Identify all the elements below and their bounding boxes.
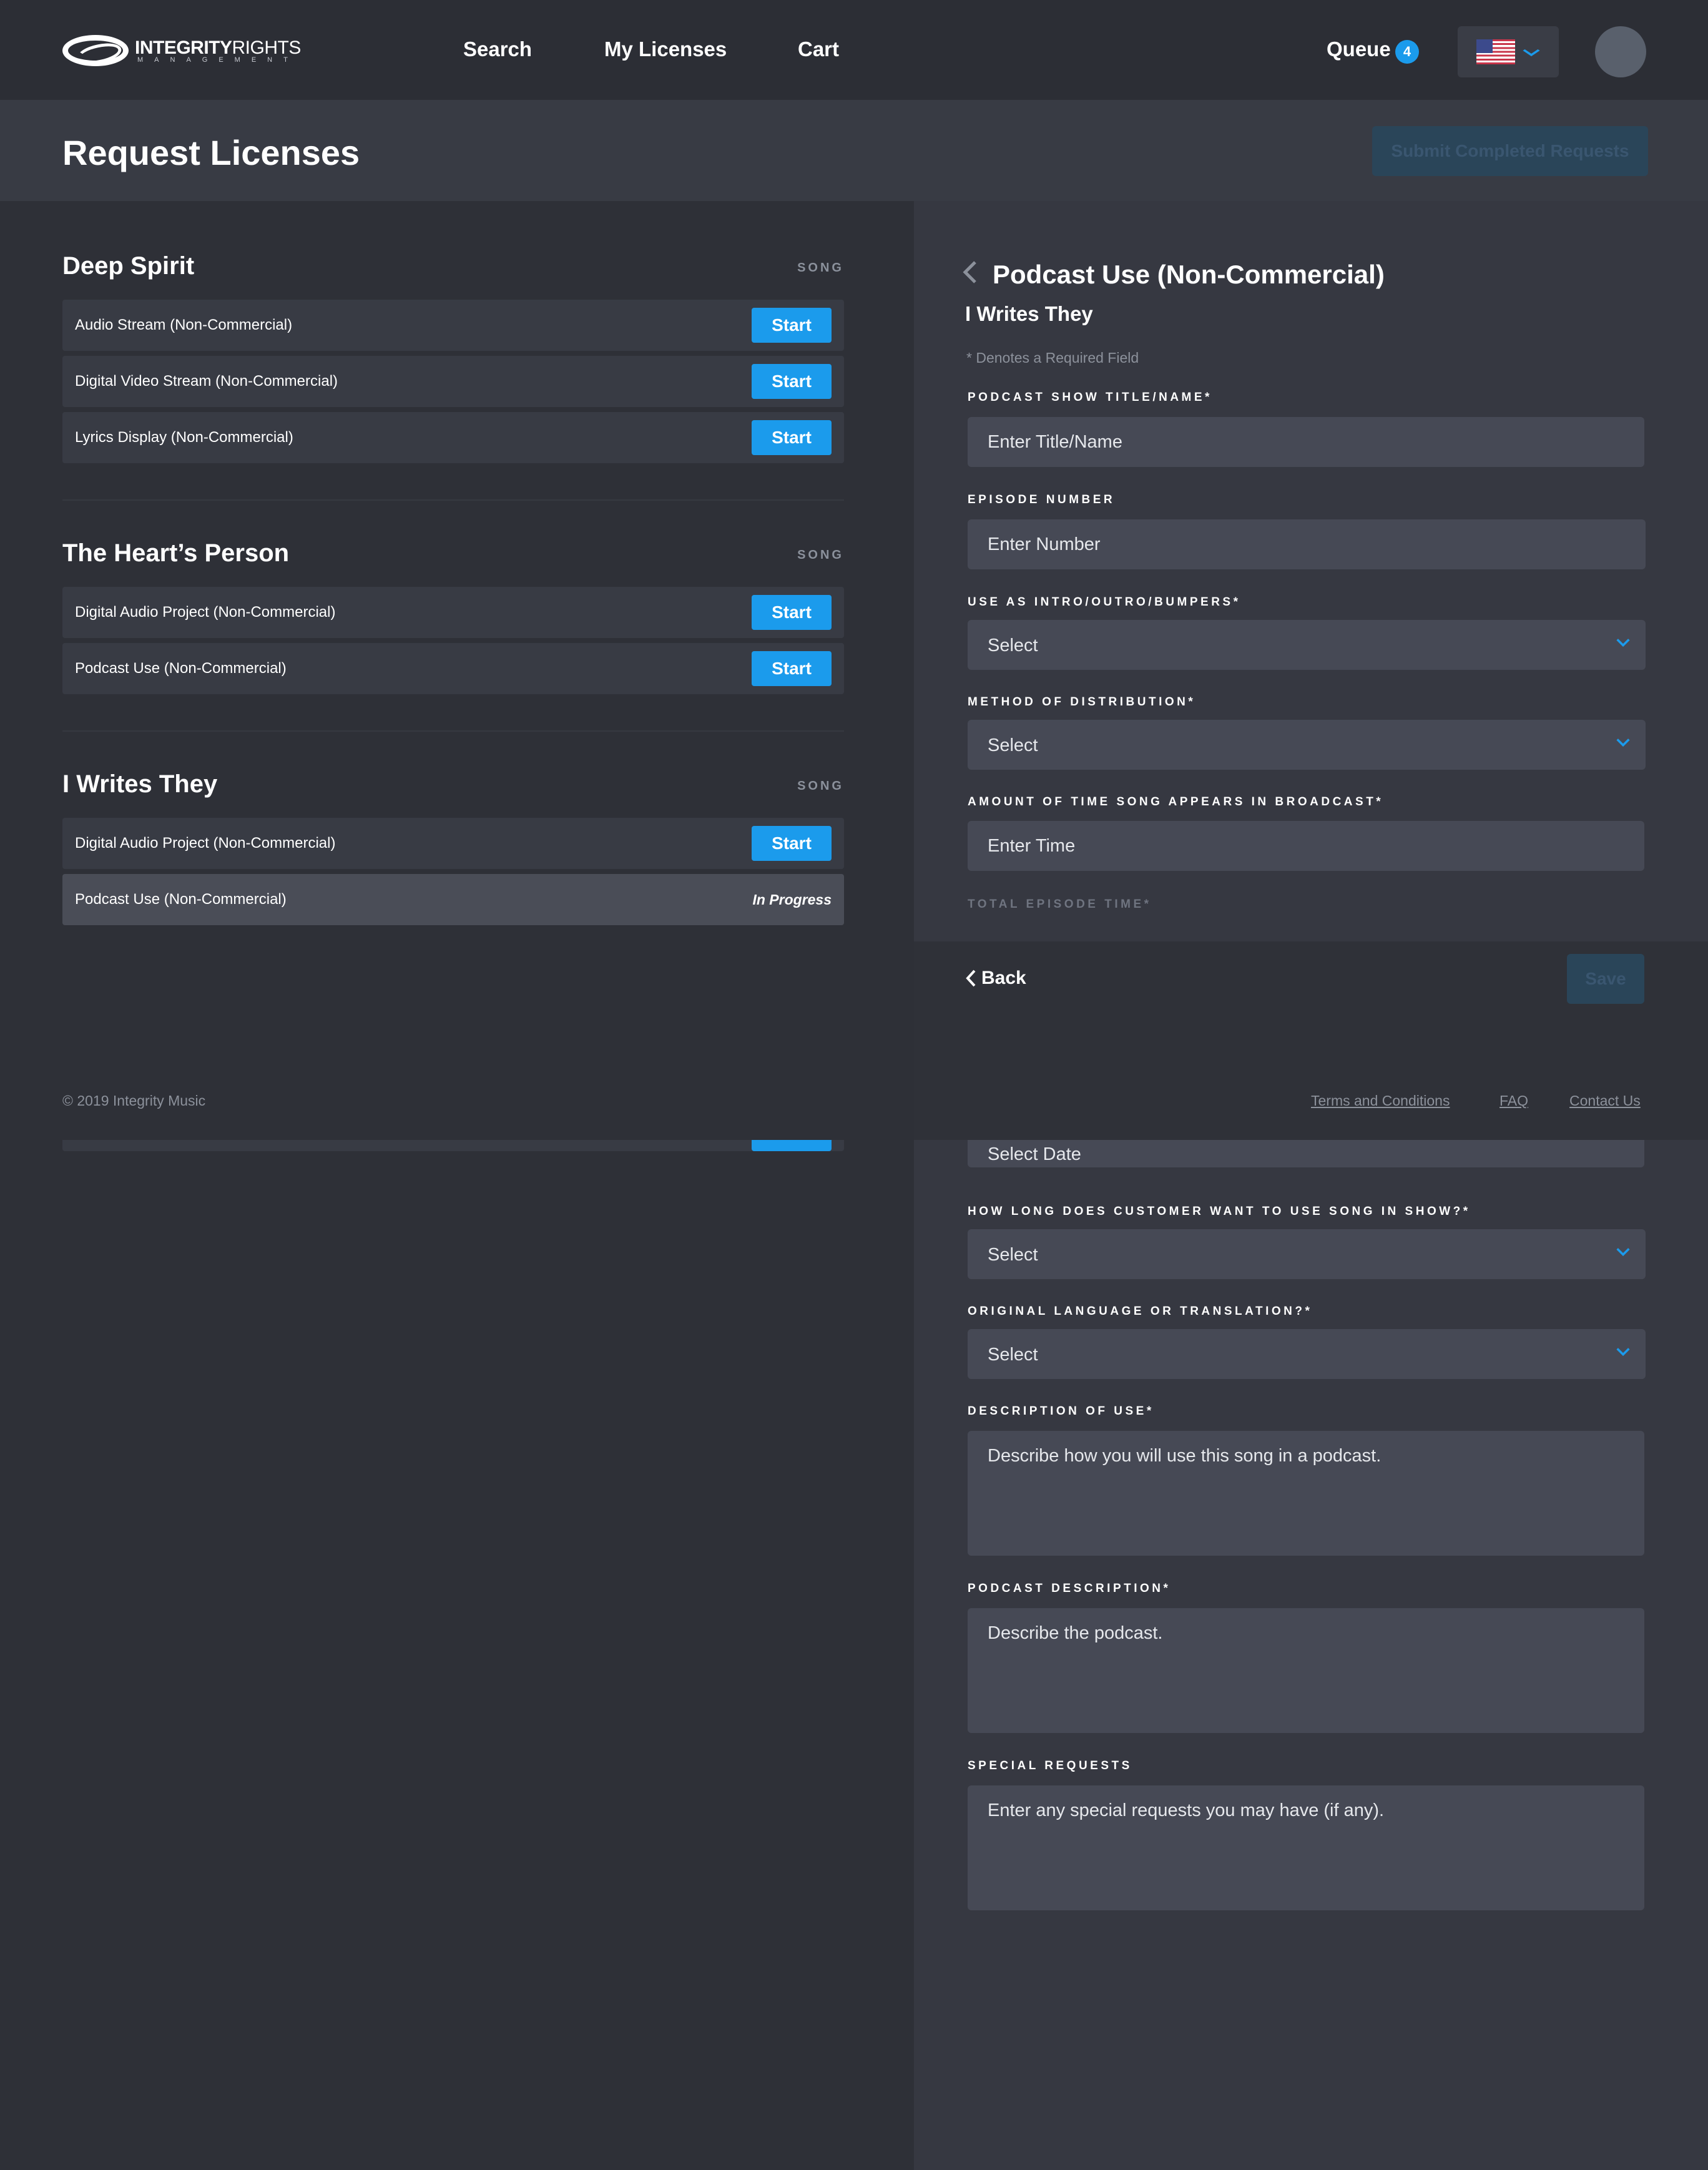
episode-time-label: TOTAL EPISODE TIME* — [968, 898, 1152, 911]
submit-completed-requests-button[interactable]: Submit Completed Requests — [1372, 126, 1648, 176]
license-row — [62, 412, 844, 463]
panel-song-name: I Writes They — [965, 302, 1093, 325]
song-time-label: AMOUNT OF TIME SONG APPEARS IN BROADCAST* — [968, 795, 1384, 808]
intro-outro-label: USE AS INTRO/OUTRO/BUMPERS* — [968, 596, 1241, 609]
language-select[interactable] — [968, 1329, 1646, 1379]
chevron-down-icon — [1520, 45, 1543, 60]
nav-cart-link[interactable]: Cart — [798, 37, 840, 61]
show-title-label: PODCAST SHOW TITLE/NAME* — [968, 391, 1212, 404]
start-button[interactable]: Start — [752, 364, 832, 399]
in-progress-status: In Progress — [752, 891, 832, 908]
song-type-label: SONG — [797, 261, 844, 275]
select-value: Select — [988, 636, 1038, 655]
usage-duration-label: HOW LONG DOES CUSTOMER WANT TO USE SONG IN SHOW?* — [968, 1205, 1471, 1218]
song-section-i-writes-they — [62, 770, 844, 926]
start-button[interactable]: Start — [752, 420, 832, 455]
song-time-input[interactable] — [968, 821, 1644, 871]
chevron-left-icon — [965, 969, 976, 988]
license-label: Lyrics Display (Non-Commercial) — [75, 429, 293, 446]
integrity-rights-logo[interactable] — [62, 34, 300, 69]
select-value: Select — [988, 735, 1038, 755]
description-of-use-textarea[interactable] — [968, 1431, 1644, 1556]
chevron-left-icon[interactable] — [961, 260, 979, 285]
queue-link[interactable]: Queue — [1327, 37, 1391, 61]
logo-subtitle: MANAGEMENT — [137, 56, 299, 64]
song-title: The Heart’s Person — [62, 539, 290, 567]
copyright-text: © 2019 Integrity Music — [62, 1092, 206, 1109]
podcast-description-label: PODCAST DESCRIPTION* — [968, 1582, 1171, 1595]
panel-title: Podcast Use (Non-Commercial) — [993, 260, 1385, 289]
top-navigation-bar — [0, 0, 1708, 100]
contact-link[interactable]: Contact Us — [1569, 1092, 1641, 1109]
special-requests-label: SPECIAL REQUESTS — [968, 1759, 1132, 1772]
usage-duration-select[interactable] — [968, 1229, 1646, 1279]
chevron-down-icon — [1614, 1343, 1632, 1360]
license-row — [62, 818, 844, 869]
license-row — [62, 643, 844, 694]
special-requests-textarea[interactable] — [968, 1785, 1644, 1910]
faq-link[interactable]: FAQ — [1499, 1092, 1529, 1109]
episode-number-input[interactable] — [968, 519, 1646, 569]
start-button[interactable]: Start — [752, 826, 832, 861]
nav-search-link[interactable]: Search — [463, 37, 533, 61]
chevron-down-icon — [1614, 1243, 1632, 1260]
date-value: Select Date — [988, 1144, 1081, 1164]
intro-outro-select[interactable] — [968, 620, 1646, 670]
license-label: Podcast Use (Non-Commercial) — [75, 891, 287, 908]
license-label: Podcast Use (Non-Commercial) — [75, 660, 287, 677]
queue-count-badge: 4 — [1395, 40, 1419, 64]
license-row — [62, 300, 844, 351]
distribution-select[interactable] — [968, 720, 1646, 770]
license-label: Audio Stream (Non-Commercial) — [75, 317, 293, 333]
license-label: Digital Audio Project (Non-Commercial) — [75, 835, 336, 852]
license-label: Digital Video Stream (Non-Commercial) — [75, 373, 338, 390]
episode-number-label: EPISODE NUMBER — [968, 493, 1116, 506]
section-divider — [62, 730, 844, 732]
page-title-bar — [0, 100, 1708, 201]
required-field-note: * Denotes a Required Field — [966, 350, 1139, 366]
select-value: Select — [988, 1345, 1038, 1365]
logo-ring-icon — [62, 35, 129, 66]
podcast-description-textarea[interactable] — [968, 1608, 1644, 1733]
nav-my-licenses-link[interactable]: My Licenses — [604, 37, 727, 61]
start-button[interactable]: Start — [752, 595, 832, 630]
show-title-input[interactable] — [968, 417, 1644, 467]
back-label: Back — [981, 968, 1026, 988]
chevron-down-icon — [1614, 634, 1632, 651]
user-avatar[interactable] — [1595, 26, 1646, 77]
song-section-hearts-person — [62, 539, 844, 695]
license-label: Digital Audio Project (Non-Commercial) — [75, 604, 336, 621]
sticky-footer-overlay — [0, 941, 1708, 1140]
start-button[interactable]: Start — [752, 651, 832, 686]
start-button[interactable]: Start — [752, 308, 832, 343]
song-section-deep-spirit — [62, 252, 844, 464]
chevron-down-icon — [1614, 734, 1632, 751]
section-divider — [62, 499, 844, 501]
us-flag-icon — [1476, 39, 1515, 64]
description-of-use-label: DESCRIPTION OF USE* — [968, 1405, 1154, 1418]
distribution-label: METHOD OF DISTRIBUTION* — [968, 695, 1196, 709]
page-title: Request Licenses — [62, 133, 360, 172]
song-type-label: SONG — [797, 779, 844, 793]
song-title: I Writes They — [62, 770, 218, 798]
song-type-label: SONG — [797, 548, 844, 562]
terms-link[interactable]: Terms and Conditions — [1311, 1092, 1450, 1109]
language-selector[interactable] — [1458, 26, 1559, 77]
save-button[interactable]: Save — [1567, 954, 1644, 1004]
language-label: ORIGINAL LANGUAGE OR TRANSLATION?* — [968, 1305, 1313, 1318]
license-row — [62, 356, 844, 407]
license-row — [62, 587, 844, 638]
logo-wordmark: INTEGRITYRIGHTS — [135, 37, 301, 58]
license-row-active[interactable] — [62, 874, 844, 925]
song-title: Deep Spirit — [62, 252, 195, 280]
select-value: Select — [988, 1245, 1038, 1265]
